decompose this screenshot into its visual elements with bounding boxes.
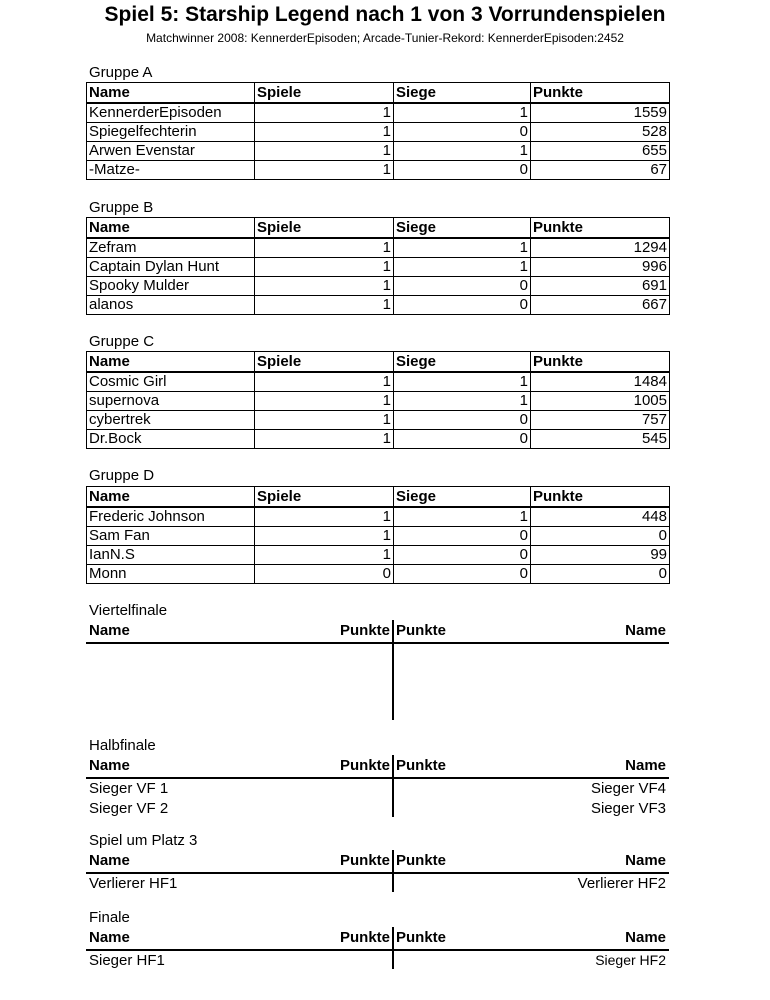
match-row	[86, 874, 669, 894]
punkte-value: 67	[531, 161, 670, 180]
right-name-header: Name	[625, 622, 666, 639]
right-points-header: Punkte	[396, 757, 447, 774]
left-name-header: Name	[89, 622, 130, 639]
spiele-value: 1	[255, 123, 394, 142]
left-player: Sieger HF1	[89, 952, 165, 969]
punkte-value: 757	[531, 411, 670, 430]
table-header-row	[87, 83, 670, 104]
punkte-value: 655	[531, 142, 670, 161]
siege-value: 0	[394, 527, 531, 546]
table-row	[87, 103, 670, 123]
table-row	[87, 296, 670, 315]
table-header-row	[87, 352, 670, 373]
punkte-value: 545	[531, 430, 670, 449]
spiele-value: 1	[255, 527, 394, 546]
punkte-value: 0	[531, 565, 670, 584]
table-row	[87, 372, 670, 392]
col-header-name: Name	[87, 83, 255, 104]
bracket-header	[86, 620, 669, 644]
table-header-row	[87, 218, 670, 239]
spiele-value: 1	[255, 392, 394, 411]
bracket-header	[86, 850, 669, 874]
table-row	[87, 277, 670, 296]
left-points-header: Punkte	[339, 929, 390, 946]
player-name: cybertrek	[87, 411, 255, 430]
left-player: Verlierer HF1	[89, 875, 178, 892]
right-name-header: Name	[625, 757, 666, 774]
col-header-spiele: Spiele	[255, 487, 394, 508]
table-row	[87, 507, 670, 527]
table-header-row	[87, 487, 670, 508]
player-name: Cosmic Girl	[87, 372, 255, 392]
platz3-bracket	[86, 850, 669, 892]
col-header-spiele: Spiele	[255, 218, 394, 239]
player-name: Spiegelfechterin	[87, 123, 255, 142]
player-name: Frederic Johnson	[87, 507, 255, 527]
right-player: Sieger HF2	[595, 952, 666, 968]
group-a-table	[86, 82, 670, 180]
spiele-value: 1	[255, 238, 394, 258]
table-row	[87, 546, 670, 565]
group-d-label: Gruppe D	[89, 467, 155, 484]
right-player: Sieger VF4	[590, 780, 666, 797]
siege-value: 1	[394, 258, 531, 277]
finale-label: Finale	[89, 909, 130, 926]
player-name: Captain Dylan Hunt	[87, 258, 255, 277]
left-player: Sieger VF 2	[89, 800, 169, 817]
table-row	[87, 161, 670, 180]
match-row	[86, 779, 669, 799]
punkte-value: 99	[531, 546, 670, 565]
left-name-header: Name	[89, 757, 130, 774]
player-name: Sam Fan	[87, 527, 255, 546]
bracket-header	[86, 755, 669, 779]
col-header-punkte: Punkte	[531, 218, 670, 239]
group-a-label: Gruppe A	[89, 64, 153, 81]
col-header-spiele: Spiele	[255, 352, 394, 373]
punkte-value: 1005	[531, 392, 670, 411]
table-row	[87, 142, 670, 161]
player-name: Arwen Evenstar	[87, 142, 255, 161]
siege-value: 1	[394, 507, 531, 527]
left-player: Sieger VF 1	[89, 780, 169, 797]
siege-value: 0	[394, 411, 531, 430]
spiele-value: 1	[255, 296, 394, 315]
finale-bracket	[86, 927, 669, 969]
page-subtitle: Matchwinner 2008: KennerderEpisoden; Arcade-Tunier-Rekord: KennerderEpisoden:2452	[146, 31, 624, 45]
platz3-label: Spiel um Platz 3	[89, 832, 198, 849]
siege-value: 0	[394, 565, 531, 584]
spiele-value: 1	[255, 546, 394, 565]
left-name-header: Name	[89, 852, 130, 869]
siege-value: 1	[394, 142, 531, 161]
right-player: Sieger VF3	[590, 800, 666, 817]
viertelfinale-label: Viertelfinale	[89, 602, 168, 619]
player-name: Zefram	[87, 238, 255, 258]
table-row	[87, 527, 670, 546]
table-row	[87, 430, 670, 449]
player-name: supernova	[87, 392, 255, 411]
siege-value: 0	[394, 546, 531, 565]
col-header-name: Name	[87, 218, 255, 239]
viertelfinale-bracket	[86, 620, 669, 720]
right-points-header: Punkte	[396, 852, 447, 869]
punkte-value: 1559	[531, 103, 670, 123]
player-name: IanN.S	[87, 546, 255, 565]
siege-value: 0	[394, 430, 531, 449]
col-header-siege: Siege	[394, 487, 531, 508]
left-points-header: Punkte	[339, 852, 390, 869]
group-b-label: Gruppe B	[89, 199, 154, 216]
right-points-header: Punkte	[396, 622, 447, 639]
left-points-header: Punkte	[339, 622, 390, 639]
spiele-value: 1	[255, 142, 394, 161]
siege-value: 0	[394, 296, 531, 315]
spiele-value: 1	[255, 277, 394, 296]
right-points-header: Punkte	[396, 929, 447, 946]
player-name: -Matze-	[87, 161, 255, 180]
punkte-value: 528	[531, 123, 670, 142]
table-row	[87, 238, 670, 258]
bracket-header	[86, 927, 669, 951]
col-header-name: Name	[87, 352, 255, 373]
col-header-punkte: Punkte	[531, 83, 670, 104]
punkte-value: 0	[531, 527, 670, 546]
group-c-table	[86, 351, 670, 449]
col-header-spiele: Spiele	[255, 83, 394, 104]
col-header-name: Name	[87, 487, 255, 508]
siege-value: 0	[394, 123, 531, 142]
table-row	[87, 123, 670, 142]
col-header-siege: Siege	[394, 83, 531, 104]
player-name: Dr.Bock	[87, 430, 255, 449]
siege-value: 1	[394, 238, 531, 258]
group-d-table	[86, 486, 670, 584]
match-row	[86, 951, 669, 971]
siege-value: 1	[394, 372, 531, 392]
right-name-header: Name	[625, 929, 666, 946]
spiele-value: 1	[255, 161, 394, 180]
group-b-table	[86, 217, 670, 315]
group-c-label: Gruppe C	[89, 333, 155, 350]
spiele-value: 1	[255, 258, 394, 277]
table-row	[87, 565, 670, 584]
punkte-value: 448	[531, 507, 670, 527]
spiele-value: 1	[255, 372, 394, 392]
punkte-value: 1484	[531, 372, 670, 392]
right-name-header: Name	[625, 852, 666, 869]
spiele-value: 1	[255, 430, 394, 449]
spiele-value: 1	[255, 507, 394, 527]
spiele-value: 1	[255, 103, 394, 123]
siege-value: 0	[394, 277, 531, 296]
punkte-value: 1294	[531, 238, 670, 258]
right-player: Verlierer HF2	[577, 875, 666, 892]
col-header-siege: Siege	[394, 352, 531, 373]
player-name: KennerderEpisoden	[87, 103, 255, 123]
halbfinale-label: Halbfinale	[89, 737, 156, 754]
player-name: alanos	[87, 296, 255, 315]
player-name: Spooky Mulder	[87, 277, 255, 296]
player-name: Monn	[87, 565, 255, 584]
punkte-value: 667	[531, 296, 670, 315]
spiele-value: 0	[255, 565, 394, 584]
punkte-value: 996	[531, 258, 670, 277]
siege-value: 0	[394, 161, 531, 180]
siege-value: 1	[394, 103, 531, 123]
col-header-punkte: Punkte	[531, 487, 670, 508]
table-row	[87, 258, 670, 277]
table-row	[87, 392, 670, 411]
page-title: Spiel 5: Starship Legend nach 1 von 3 Vorrundenspielen	[104, 3, 666, 26]
halbfinale-bracket	[86, 755, 669, 817]
left-points-header: Punkte	[339, 757, 390, 774]
spiele-value: 1	[255, 411, 394, 430]
col-header-punkte: Punkte	[531, 352, 670, 373]
table-row	[87, 411, 670, 430]
match-row	[86, 799, 669, 819]
siege-value: 1	[394, 392, 531, 411]
punkte-value: 691	[531, 277, 670, 296]
left-name-header: Name	[89, 929, 130, 946]
col-header-siege: Siege	[394, 218, 531, 239]
